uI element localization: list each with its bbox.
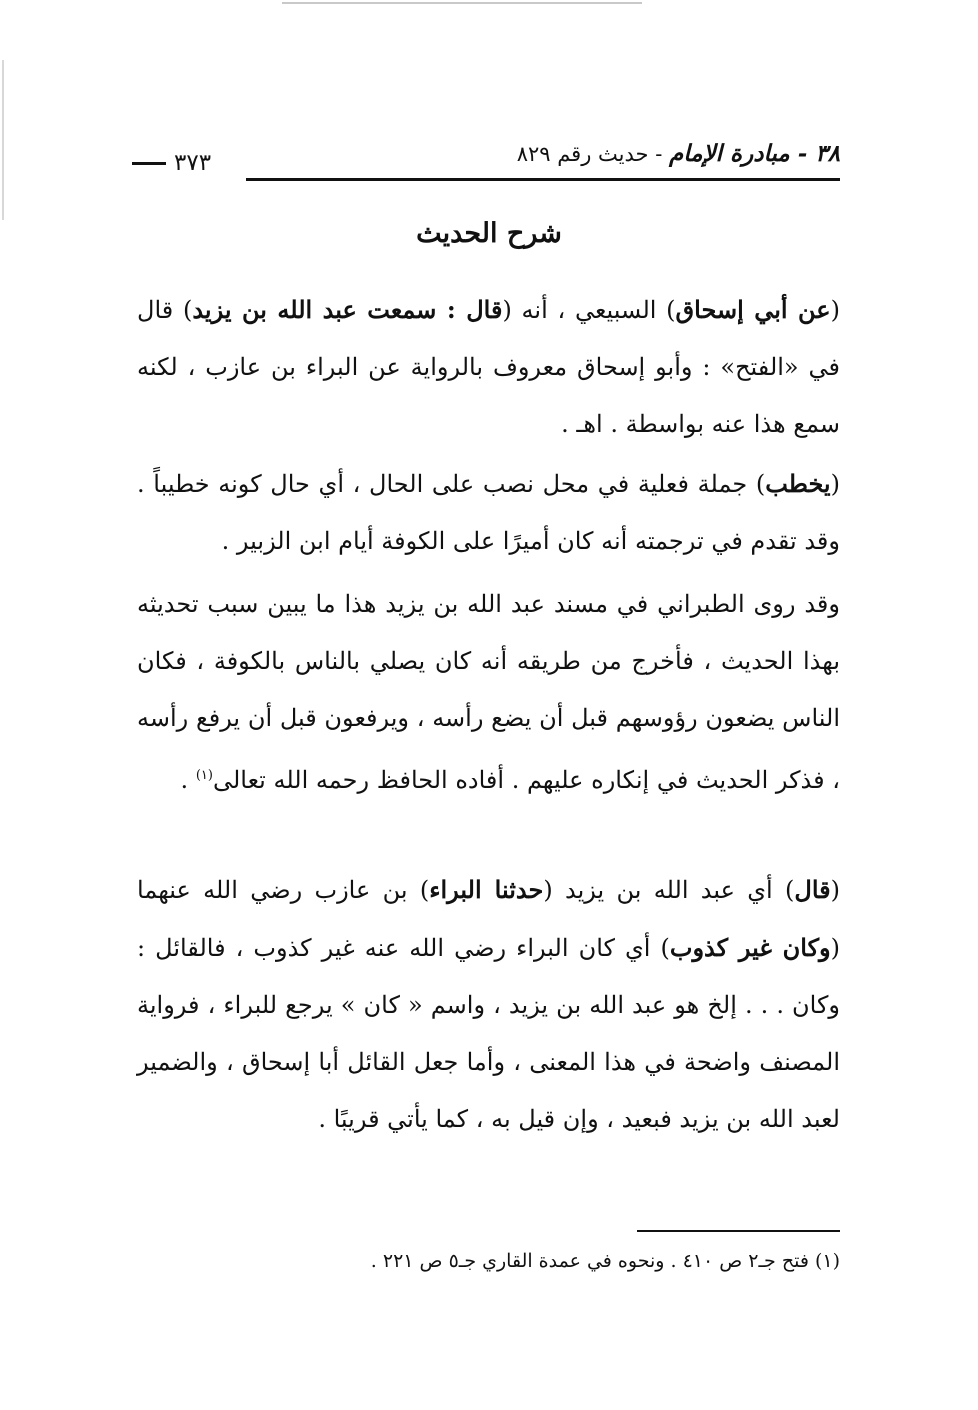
- paragraph-3: [137, 576, 840, 809]
- header-separator: -: [648, 142, 669, 166]
- paragraph-2: [137, 455, 840, 570]
- chapter-title: ٣٨ - مبادرة الإمام: [668, 140, 840, 167]
- p2-text-1: (: [830, 470, 840, 498]
- p4-bold-3: وكان غير كذوب: [669, 933, 831, 962]
- p4-bold-2: حدثنا البراء: [429, 875, 544, 904]
- running-header: [132, 140, 840, 184]
- p1-bold-1: عن أبي إسحاق: [675, 295, 831, 324]
- p4-text-3: ) بن عازب رضي الله عنهما (: [137, 876, 840, 962]
- header-rule: [246, 178, 840, 181]
- p2-bold-1: يخطب: [765, 469, 831, 498]
- p1-bold-2: قال : سمعت عبد الله بن يزيد: [192, 295, 503, 324]
- footnote: (١) فتح جـ٢ ص ٤١٠ . ونحوه في عمدة القاري جـ٥ ص ٢٢١ .: [370, 1250, 840, 1272]
- paragraph-4: [137, 861, 840, 1148]
- footnote-rule: [637, 1230, 840, 1232]
- p4-bold-1: قال: [794, 875, 831, 904]
- hadith-number: حديث رقم ٨٢٩: [516, 142, 649, 166]
- p4-text-4: ) أي كان البراء رضي الله عنه غير كذوب ، فالقائل : وكان . . . إلخ هو عبد الله بن يزيد ، واسم « كان » يرجع للبراء ، فرواية المصنف واضحة في هذا المعنى ، وأما جعل القائل أبا إسحاق ، والضمير لعبد الله بن يزيد فبعيد ، وإن قيل به ، كما يأتي قريبًا .: [137, 934, 840, 1133]
- paragraph-1: [137, 281, 840, 453]
- p3-text: وقد روى الطبراني في مسند عبد الله بن يزيد هذا ما يبين سبب تحديثه بهذا الحديث ، فأخرج من طريقه أنه كان يصلي بالناس بالكوفة ، فكان الناس يضعون رؤوسهم قبل أن يضع رأسه ، ويرفعون قبل أن يرفع رأسه ، فذكر الحديث في إنكاره عليهم . أفاده الحافظ رحمه الله تعالى: [137, 590, 840, 794]
- p4-text-2: ) أي عبد الله بن يزيد (: [543, 876, 795, 904]
- section-title: شرح الحديث: [416, 218, 562, 249]
- p2-text-2: ) جملة فعلية في محل نصب على الحال ، أي حال كونه خطيباً . وقد تقدم في ترجمته أنه كان أميرًا على الكوفة أيام ابن الزبير .: [137, 470, 840, 555]
- p4-text-1: (: [830, 876, 840, 904]
- p3-end: .: [180, 766, 196, 794]
- page-number: ٣٧٣: [174, 150, 212, 176]
- p1-text-3: ) قال في «الفتح» : وأبو إسحاق معروف بالرواية عن البراء بن عازب ، لكنه سمع هذا عنه بواسطة . اهـ .: [137, 296, 840, 438]
- page-number-block: [132, 150, 242, 176]
- p1-text-2: ) السبيعي ، أنه (: [502, 296, 676, 324]
- page-number-dash: [132, 162, 166, 165]
- running-header-title: [517, 140, 840, 167]
- footnote-reference[interactable]: (١): [195, 768, 213, 783]
- p1-text-1: (: [830, 296, 840, 324]
